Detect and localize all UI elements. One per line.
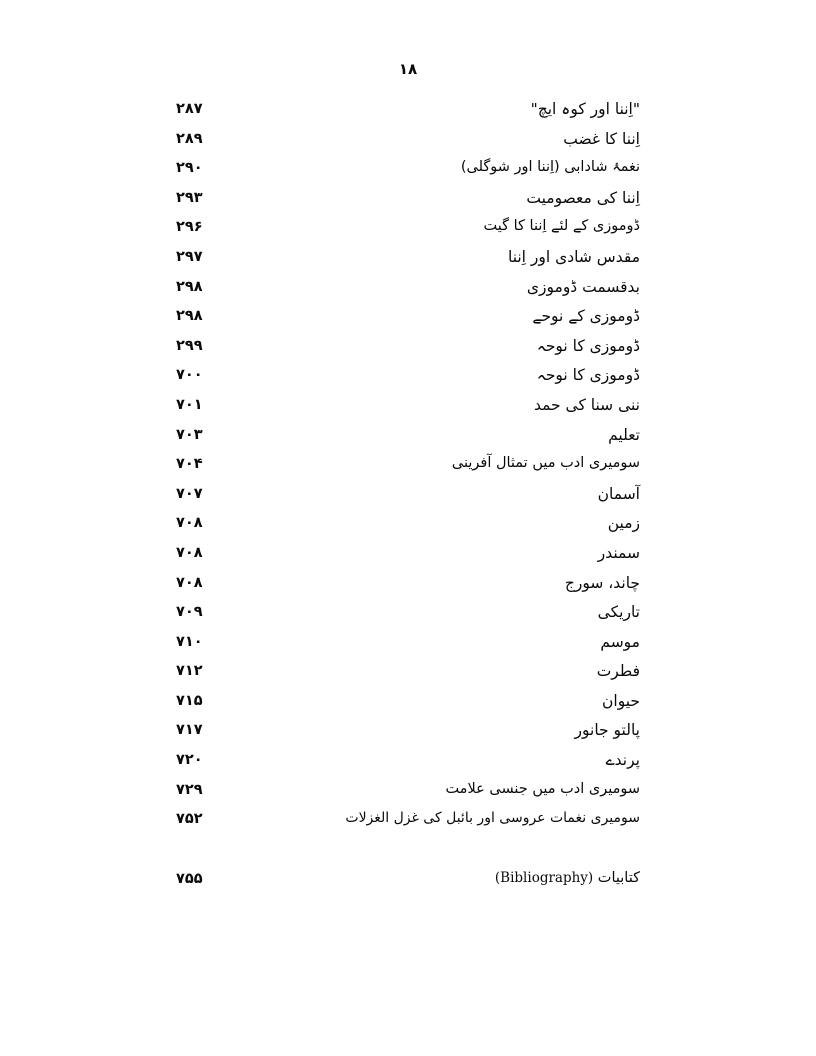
toc-entry-title: فطرت bbox=[596, 662, 640, 681]
toc-entry-title: "اِننا اور کوہ ایچ" bbox=[530, 100, 640, 118]
toc-entry-title-latin: (Bibliography) bbox=[494, 869, 594, 886]
toc-entry-row[interactable] bbox=[0, 691, 816, 721]
toc-entry-row[interactable] bbox=[0, 395, 816, 425]
toc-entry-title: مقدس شادی اور اِننا bbox=[507, 247, 640, 266]
toc-entry-row[interactable] bbox=[0, 632, 816, 662]
toc-entry-row[interactable] bbox=[0, 513, 816, 543]
toc-entry-title: پرندے bbox=[605, 751, 640, 770]
toc-entry-title: نغمۂ شادابی (اِننا اور شوگلی) bbox=[460, 159, 640, 176]
toc-entry-row[interactable] bbox=[0, 809, 816, 839]
toc-entry-page-number: ۷۰۰ bbox=[176, 367, 203, 384]
toc-entry-page-number: ۷۱۰ bbox=[176, 633, 203, 650]
toc-entry-title: سومیری نغمات عروسی اور بائبل کی غزل الغزلات bbox=[345, 810, 640, 827]
toc-entry-title: اِننا کی معصومیت bbox=[526, 188, 640, 207]
toc-entry-page-number: ۷۱۷ bbox=[176, 722, 203, 739]
toc-entry-row[interactable] bbox=[0, 158, 816, 188]
toc-entry-page-number: ۷۵۲ bbox=[176, 811, 203, 828]
toc-entry-row[interactable] bbox=[0, 573, 816, 603]
toc-entry-row[interactable] bbox=[0, 99, 816, 129]
toc-entry-title: سمندر bbox=[597, 543, 640, 562]
toc-entry-page-number: ۲۹۶ bbox=[176, 219, 203, 236]
toc-entry-title: کتابیات (Bibliography) bbox=[494, 869, 640, 886]
toc-entry-row[interactable] bbox=[0, 661, 816, 691]
toc-entry-row[interactable] bbox=[0, 720, 816, 750]
toc-entry-title: تاریکی bbox=[597, 603, 640, 622]
toc-entry-page-number: ۲۹۷ bbox=[176, 248, 203, 265]
toc-entry-title: ڈوموزی کا نوحہ bbox=[536, 336, 640, 355]
toc-entry-page-number: ۲۹۰ bbox=[176, 160, 203, 177]
toc-entry-row[interactable] bbox=[0, 454, 816, 484]
toc-entry-title: ڈوموزی کا نوحہ bbox=[536, 366, 640, 385]
toc-entry-row[interactable] bbox=[0, 277, 816, 307]
toc-entry-row[interactable] bbox=[0, 365, 816, 395]
toc-entry-title: بدقسمت ڈوموزی bbox=[526, 277, 640, 296]
toc-entry-title: سومیری ادب میں جنسی علامت bbox=[445, 780, 640, 797]
toc-entry-row[interactable] bbox=[0, 247, 816, 277]
toc-entry-title: آسمان bbox=[597, 484, 640, 503]
toc-entry-page-number: ۲۸۷ bbox=[176, 101, 203, 117]
toc-entry-title: تعلیم bbox=[608, 425, 640, 444]
toc-entry-title: چاند، سورج bbox=[564, 573, 640, 592]
toc-entry-page-number: ۲۹۸ bbox=[176, 278, 203, 295]
toc-entry-row[interactable] bbox=[0, 750, 816, 780]
toc-entry-title: موسم bbox=[600, 632, 640, 651]
toc-entry-row[interactable] bbox=[0, 602, 816, 632]
toc-entry-row[interactable] bbox=[0, 336, 816, 366]
toc-entry-page-number: ۷۲۰ bbox=[176, 752, 203, 769]
toc-entry-title: زمین bbox=[607, 514, 640, 533]
toc-entry-page-number: ۷۰۸ bbox=[176, 544, 203, 561]
toc-entry-page-number: ۷۰۸ bbox=[176, 574, 203, 591]
toc-entry-row[interactable] bbox=[0, 780, 816, 810]
toc-entry-page-number: ۷۰۷ bbox=[176, 485, 203, 502]
toc-entry-page-number: ۲۹۳ bbox=[176, 189, 203, 206]
toc-entry-row[interactable] bbox=[0, 425, 816, 455]
toc-entry-page-number: ۷۰۹ bbox=[176, 604, 203, 621]
toc-entry-page-number: ۲۹۸ bbox=[176, 308, 203, 325]
toc-entry-row[interactable] bbox=[0, 869, 816, 899]
toc-entry-title: حیوان bbox=[602, 691, 640, 710]
toc-entry-row[interactable] bbox=[0, 543, 816, 573]
toc-entry-title: اِننا کا غضب bbox=[563, 129, 640, 148]
table-of-contents-list bbox=[0, 99, 816, 898]
toc-entry-title: پالتو جانور bbox=[574, 721, 640, 740]
toc-entry-row[interactable] bbox=[0, 188, 816, 218]
toc-entry-page-number: ۷۲۹ bbox=[176, 781, 203, 798]
toc-entry-page-number: ۲۸۹ bbox=[176, 130, 203, 147]
toc-entry-page-number: ۷۱۵ bbox=[176, 692, 203, 709]
toc-entry-title: ڈوموزی کے نوحے bbox=[532, 307, 640, 326]
toc-entry-title: سومیری ادب میں تمثال آفرینی bbox=[451, 455, 640, 472]
toc-entry-row[interactable] bbox=[0, 306, 816, 336]
page-folio-number: ۱۸ bbox=[398, 60, 418, 78]
toc-entry-page-number: ۷۵۵ bbox=[176, 870, 203, 887]
toc-entry-page-number: ۷۰۴ bbox=[176, 456, 203, 473]
toc-entry-page-number: ۷۰۳ bbox=[176, 426, 203, 443]
toc-entry-title: ننی سنا کی حمد bbox=[533, 395, 640, 414]
toc-entry-title: ڈوموزی کے لئے اِننا کا گیت bbox=[483, 218, 640, 235]
toc-entry-row[interactable] bbox=[0, 484, 816, 514]
toc-entry-page-number: ۲۹۹ bbox=[176, 337, 203, 354]
toc-entry-row[interactable] bbox=[0, 129, 816, 159]
toc-entry-page-number: ۷۰۱ bbox=[176, 396, 203, 413]
toc-entry-page-number: ۷۰۸ bbox=[176, 515, 203, 532]
toc-entry-row[interactable] bbox=[0, 217, 816, 247]
toc-entry-page-number: ۷۱۲ bbox=[176, 663, 203, 680]
